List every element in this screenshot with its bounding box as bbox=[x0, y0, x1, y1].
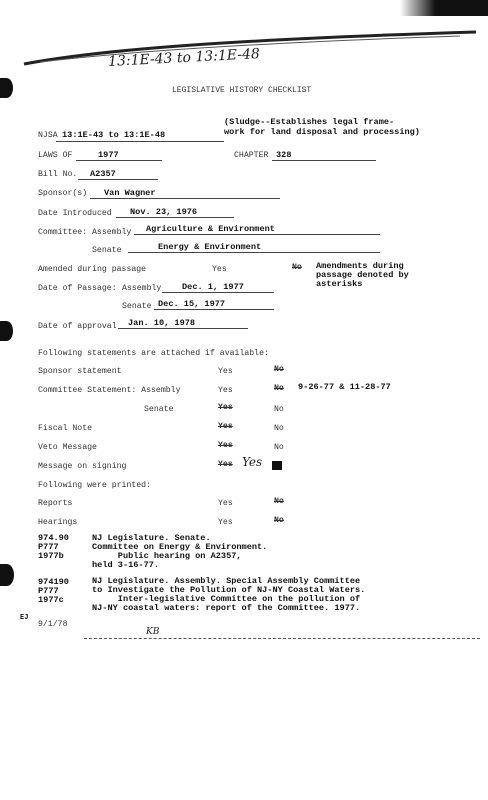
ref2-call-2: P777 bbox=[38, 586, 59, 596]
laws-of-underline bbox=[76, 160, 162, 161]
veto-message-no: No bbox=[274, 443, 284, 452]
veto-message-label: Veto Message bbox=[38, 443, 97, 452]
ref1-call-1: 974.90 bbox=[38, 533, 69, 543]
handwritten-heading: 13:1E-43 to 13:1E-48 bbox=[107, 46, 261, 70]
ref2-text-1: NJ Legislature. Assembly. Special Assembly Committee bbox=[92, 576, 361, 586]
passage-label: Date of Passage: bbox=[38, 284, 117, 293]
ref2-call-1: 974190 bbox=[38, 577, 69, 587]
page-title: LEGISLATIVE HISTORY CHECKLIST bbox=[172, 86, 312, 95]
sponsor-statement-label: Sponsor statement bbox=[38, 367, 122, 376]
committee-senate-value: Energy & Environment bbox=[158, 242, 262, 252]
hearings-no: No bbox=[274, 516, 284, 525]
approval-value: Jan. 10, 1978 bbox=[128, 318, 196, 328]
reports-label: Reports bbox=[38, 499, 73, 508]
committee-label: Committee: bbox=[38, 228, 88, 237]
message-on-signing-yes: Yes bbox=[218, 460, 233, 469]
ref2-text-3: Inter-legislative Committee on the pollution of bbox=[92, 594, 361, 604]
footer-initials: EJ bbox=[20, 614, 29, 622]
date-introduced-value: Nov. 23, 1976 bbox=[130, 207, 198, 217]
date-introduced-label: Date Introduced bbox=[38, 209, 112, 218]
veto-message-yes: Yes bbox=[218, 441, 233, 450]
passage-senate-underline bbox=[154, 309, 274, 310]
bill-no-underline bbox=[78, 179, 158, 180]
njsa-value: 13:1E-43 to 13:1E-48 bbox=[62, 130, 166, 140]
senate-statement-yes: Yes bbox=[218, 403, 233, 412]
committee-statement-dates: 9-26-77 & 11-28-77 bbox=[298, 382, 391, 392]
committee-statement-label: Committee Statement: Assembly bbox=[38, 386, 181, 395]
attached-heading: Following statements are attached if available: bbox=[38, 349, 269, 358]
ref1-text-3: Public hearing on A2357, bbox=[92, 551, 242, 561]
sponsors-underline bbox=[90, 198, 280, 199]
message-on-signing-label: Message on signing bbox=[38, 462, 127, 471]
punch-hole-middle bbox=[0, 321, 13, 341]
amended-note-3: asterisks bbox=[316, 279, 363, 289]
ref2-call-3: 1977c bbox=[38, 595, 64, 605]
approval-underline bbox=[118, 328, 248, 329]
reports-no: No bbox=[274, 497, 284, 506]
senate-statement-label: Senate bbox=[144, 405, 174, 414]
committee-senate-label: Senate bbox=[92, 246, 122, 255]
chapter-label: CHAPTER bbox=[234, 151, 269, 160]
passage-assembly-value: Dec. 1, 1977 bbox=[182, 282, 244, 292]
senate-statement-no: No bbox=[274, 405, 284, 414]
bill-no-value: A2357 bbox=[90, 169, 116, 179]
ref1-text-1: NJ Legislature. Senate. bbox=[92, 533, 211, 543]
ref2-text-4: NJ-NY coastal waters: report of the Committee. 1977. bbox=[92, 603, 361, 613]
reports-yes: Yes bbox=[218, 499, 233, 508]
passage-senate-value: Dec. 15, 1977 bbox=[158, 299, 226, 309]
approval-label: Date of approval bbox=[38, 322, 117, 331]
fiscal-note-yes: Yes bbox=[218, 422, 233, 431]
ref1-call-2: P777 bbox=[38, 542, 59, 552]
committee-statement-no: No bbox=[274, 384, 284, 393]
passage-assembly-underline bbox=[162, 292, 274, 293]
amended-label: Amended during passage bbox=[38, 265, 147, 274]
ref1-text-4: held 3-16-77. bbox=[92, 560, 160, 570]
passage-assembly-label: Assembly bbox=[122, 284, 162, 293]
top-scan-shadow bbox=[400, 0, 488, 16]
description-line-2: work for land disposal and processing) bbox=[224, 127, 420, 137]
committee-assembly-label: Assembly bbox=[92, 228, 132, 237]
laws-of-value: 1977 bbox=[98, 150, 119, 160]
description-line-1: (Sludge--Establishes legal frame- bbox=[224, 117, 395, 127]
committee-assembly-underline bbox=[134, 234, 380, 235]
chapter-value: 328 bbox=[276, 150, 292, 160]
date-introduced-underline bbox=[116, 217, 234, 218]
njsa-underline bbox=[56, 141, 224, 142]
chapter-underline bbox=[272, 160, 376, 161]
hearings-yes: Yes bbox=[218, 518, 233, 527]
hearings-label: Hearings bbox=[38, 518, 78, 527]
fiscal-note-no: No bbox=[274, 424, 284, 433]
footer-dashed-rule bbox=[84, 638, 480, 639]
sponsors-value: Van Wagner bbox=[104, 188, 156, 198]
amended-note-2: passage denoted by bbox=[316, 270, 409, 280]
sponsors-label: Sponsor(s) bbox=[38, 189, 88, 198]
committee-senate-underline bbox=[128, 252, 380, 253]
ref2-text-2: to Investigate the Pollution of NJ-NY Coastal Waters. bbox=[92, 585, 366, 595]
sponsor-statement-yes: Yes bbox=[218, 367, 233, 376]
laws-of-label: LAWS OF bbox=[38, 151, 73, 160]
amended-no-crossed: No bbox=[292, 263, 302, 272]
fiscal-note-label: Fiscal Note bbox=[38, 424, 93, 433]
njsa-label: NJSA bbox=[38, 131, 58, 140]
amended-note-1: Amendments during bbox=[316, 261, 404, 271]
footer-handwritten-initials: KB bbox=[146, 627, 160, 637]
ref1-call-3: 1977b bbox=[38, 551, 64, 561]
committee-statement-yes: Yes bbox=[218, 386, 233, 395]
printed-heading: Following were printed: bbox=[38, 481, 152, 490]
message-on-signing-handwritten: Yes bbox=[242, 455, 263, 469]
ref1-text-2: Committee on Energy & Environment. bbox=[92, 542, 268, 552]
punch-hole-bottom bbox=[0, 564, 14, 586]
bill-no-label: Bill No. bbox=[38, 170, 78, 179]
passage-senate-label: Senate bbox=[122, 302, 152, 311]
committee-assembly-value: Agriculture & Environment bbox=[146, 224, 275, 234]
footer-date: 9/1/78 bbox=[38, 620, 68, 629]
punch-hole-top bbox=[0, 78, 13, 98]
amended-yes: Yes bbox=[212, 265, 227, 274]
message-on-signing-no-blotted: No bbox=[272, 461, 282, 470]
sponsor-statement-no: No bbox=[274, 365, 284, 374]
